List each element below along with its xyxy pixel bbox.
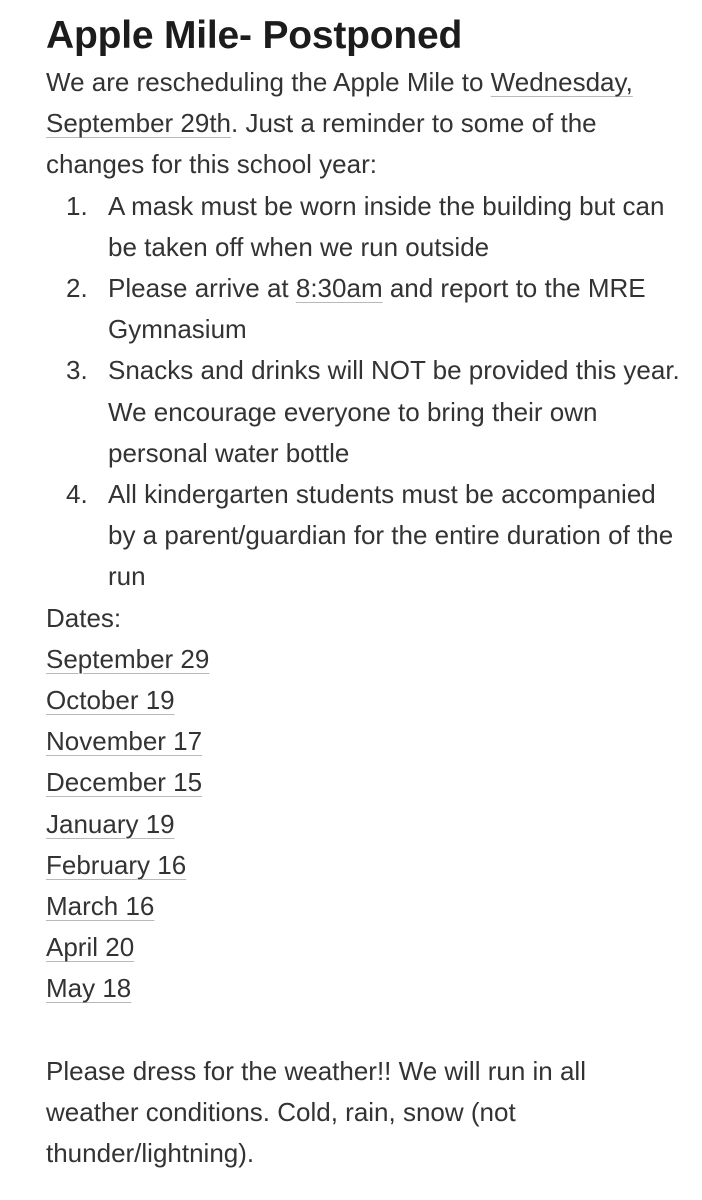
footer-paragraph: Please dress for the weather!! We will run in all weather conditions. Cold, rain, snow (not thunder/lightning). xyxy=(46,1055,586,1169)
date-link[interactable]: November 17 xyxy=(46,726,203,757)
date-item xyxy=(46,680,682,721)
date-item xyxy=(46,804,682,845)
dates-list xyxy=(46,639,682,1010)
date-item xyxy=(46,762,682,803)
list-number: 2. xyxy=(66,273,88,304)
intro-text-end: . Just a reminder to some of the changes for this school year: xyxy=(46,108,597,180)
date-link[interactable]: January 19 xyxy=(46,808,175,839)
date-link[interactable]: September 29 xyxy=(46,643,210,674)
list-item xyxy=(46,186,682,268)
list-number: 3. xyxy=(66,355,88,386)
list-item-text-start: Please arrive at xyxy=(108,273,296,304)
date-link[interactable]: Wednesday, September 29th xyxy=(46,67,633,139)
list-item-text: All kindergarten students must be accompanied by a parent/guardian for the entire duration of the run xyxy=(108,479,674,592)
list-item xyxy=(46,350,682,474)
blank-line xyxy=(46,1010,682,1051)
list-item-text: A mask must be worn inside the building but can be taken off when we run outside xyxy=(108,190,665,262)
list-item-text-end: and report to the MRE Gymnasium xyxy=(108,273,646,345)
date-item xyxy=(46,886,682,927)
date-item xyxy=(46,845,682,886)
list-item xyxy=(46,268,682,350)
date-item xyxy=(46,639,682,680)
list-number: 4. xyxy=(66,479,88,510)
time-link[interactable]: 8:30am xyxy=(295,273,383,304)
date-link[interactable]: March 16 xyxy=(46,891,155,922)
changes-list xyxy=(46,186,682,598)
dates-label: Dates: xyxy=(46,602,122,633)
page-title: Apple Mile- Postponed xyxy=(46,14,463,57)
list-item xyxy=(46,474,682,598)
date-link[interactable]: February 16 xyxy=(46,849,187,880)
date-item xyxy=(46,927,682,968)
date-item xyxy=(46,968,682,1009)
intro-paragraph xyxy=(46,62,682,186)
date-link[interactable]: December 15 xyxy=(46,767,203,798)
date-item xyxy=(46,721,682,762)
list-item-text: Snacks and drinks will NOT be provided this year. We encourage everyone to bring their own personal water bottle xyxy=(108,355,680,468)
date-link[interactable]: April 20 xyxy=(46,932,135,963)
intro-text-start: We are rescheduling the Apple Mile to xyxy=(46,67,491,97)
list-number: 1. xyxy=(66,190,88,221)
date-link[interactable]: May 18 xyxy=(46,973,132,1004)
date-link[interactable]: October 19 xyxy=(46,685,175,716)
